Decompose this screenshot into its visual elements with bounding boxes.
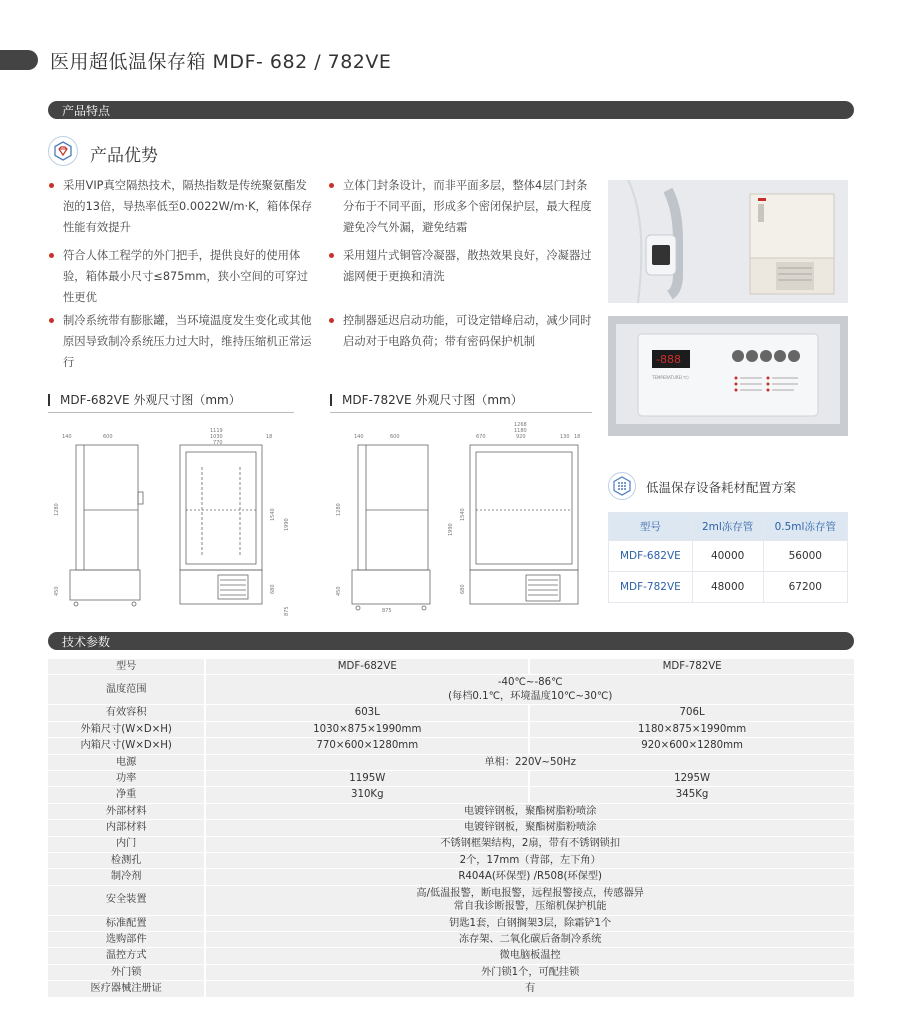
spec-row xyxy=(48,948,854,963)
spec-label: 功率 xyxy=(48,771,206,786)
dim-label: 1030 xyxy=(210,434,223,440)
spec-label: 检测孔 xyxy=(48,853,206,868)
spec-row xyxy=(48,804,854,819)
spec-row xyxy=(48,886,854,915)
table-cell: 67200 xyxy=(763,572,847,603)
dim-label: 1180 xyxy=(514,428,527,434)
dim-label: 1119 xyxy=(210,428,223,434)
spec-value: 603L xyxy=(206,705,530,720)
dim-title-682: MDF-682VE 外观尺寸图（mm） xyxy=(48,394,241,406)
feature-item xyxy=(343,245,593,287)
table-cell: 48000 xyxy=(692,572,763,603)
spec-value: 冻存架、二氧化碳后备制冷系统 xyxy=(206,932,854,947)
dim-label: 1990 xyxy=(284,518,290,531)
spec-row xyxy=(48,771,854,786)
spec-value: 外门锁1个，可配挂锁 xyxy=(206,965,854,980)
dim-label: 680 xyxy=(270,584,276,594)
spec-label: 温控方式 xyxy=(48,948,206,963)
spec-value: 单相：220V~50Hz xyxy=(206,755,854,770)
title-tab-decoration xyxy=(0,50,38,70)
feature-text: 采用翅片式铜管冷凝器，散热效果良好，冷凝器过滤网便于更换和清洗 xyxy=(343,249,592,283)
product-photo-handle xyxy=(608,180,848,303)
grid-icon xyxy=(608,472,636,500)
spec-value: 920×600×1280mm xyxy=(530,738,854,753)
spec-label: 有效容积 xyxy=(48,705,206,720)
svg-text:-888: -888 xyxy=(656,353,681,366)
feature-text: 控制器延迟启动功能，可设定错峰启动，减少同时启动对于电路负荷；带有密码保护机制 xyxy=(343,314,592,348)
spec-value: 770×600×1280mm xyxy=(206,738,530,753)
spec-label: 电源 xyxy=(48,755,206,770)
consumables-table xyxy=(608,512,848,603)
dim-label: 875 xyxy=(284,606,290,616)
spec-value: 1030×875×1990mm xyxy=(206,722,530,737)
dim-label: 1268 xyxy=(514,422,527,428)
spec-row xyxy=(48,755,854,770)
product-photo-controller xyxy=(608,316,848,436)
spec-row xyxy=(48,869,854,884)
spec-row xyxy=(48,853,854,868)
divider xyxy=(48,412,294,413)
spec-value: 1295W xyxy=(530,771,854,786)
spec-value: 微电脑板温控 xyxy=(206,948,854,963)
feature-text: 符合人体工程学的外门把手，提供良好的使用体验，箱体最小尺寸≤875mm，狭小空间的可穿过性更优 xyxy=(63,249,309,304)
spec-label: 外箱尺寸(W×D×H) xyxy=(48,722,206,737)
dim-label: 920 xyxy=(516,434,526,440)
dim-label: 450 xyxy=(54,586,60,596)
spec-value: 不锈钢框架结构，2扇，带有不锈钢锁扣 xyxy=(206,837,854,852)
spec-label: 内门 xyxy=(48,837,206,852)
dim-label: 450 xyxy=(336,586,342,596)
spec-value: MDF-782VE xyxy=(530,659,854,674)
spec-row xyxy=(48,820,854,835)
spec-row xyxy=(48,787,854,802)
controller-label: TEMPERATURE(℃) xyxy=(652,375,689,380)
dim-label: 600 xyxy=(390,434,400,440)
dim-label: 18 xyxy=(574,434,581,440)
spec-label: 外部材料 xyxy=(48,804,206,819)
spec-label: 内箱尺寸(W×D×H) xyxy=(48,738,206,753)
section-label: 产品特点 xyxy=(62,104,111,118)
spec-label: 型号 xyxy=(48,659,206,674)
spec-value: 电镀锌钢板，聚酯树脂粉喷涂 xyxy=(206,820,854,835)
spec-label: 内部材料 xyxy=(48,820,206,835)
spec-label: 选购部件 xyxy=(48,932,206,947)
spec-label: 医疗器械注册证 xyxy=(48,981,206,996)
feature-item xyxy=(63,310,313,373)
feature-item xyxy=(63,245,313,308)
spec-value: 有 xyxy=(206,981,854,996)
advantages-title: 产品优势 xyxy=(90,146,158,166)
dimension-drawing-682 xyxy=(48,422,298,622)
dim-label: 600 xyxy=(103,434,113,440)
spec-value: 345Kg xyxy=(530,787,854,802)
diamond-icon xyxy=(48,136,78,166)
spec-value: R404A(环保型) /R508(环保型) xyxy=(206,869,854,884)
spec-value: 高/低温报警，断电报警，远程报警接点，传感器异 常自我诊断报警，压缩机保护机能 xyxy=(206,886,854,915)
section-label: 技术参数 xyxy=(62,635,111,649)
table-row xyxy=(609,541,848,572)
spec-value: 1180×875×1990mm xyxy=(530,722,854,737)
dim-title-782: MDF-782VE 外观尺寸图（mm） xyxy=(330,394,523,406)
dim-label: 770 xyxy=(213,440,223,446)
spec-value: 2个，17mm（背部，左下角） xyxy=(206,853,854,868)
dimension-drawing-782 xyxy=(330,422,592,622)
spec-value: 310Kg xyxy=(206,787,530,802)
spec-label: 安全装置 xyxy=(48,886,206,915)
spec-value: 706L xyxy=(530,705,854,720)
spec-row xyxy=(48,916,854,931)
dim-label: 140 xyxy=(62,434,72,440)
page-title: 医用超低温保存箱 MDF- 682 / 782VE xyxy=(50,51,392,73)
spec-label: 外门锁 xyxy=(48,965,206,980)
feature-item xyxy=(63,175,313,238)
spec-label: 温度范围 xyxy=(48,675,206,704)
dim-label: 875 xyxy=(382,608,392,614)
dim-label: 130 xyxy=(560,434,570,440)
table-row xyxy=(609,572,848,603)
feature-item xyxy=(343,175,593,238)
dim-label: 1280 xyxy=(336,503,342,516)
spec-row xyxy=(48,981,854,996)
table-header-cell: 2ml冻存管 xyxy=(692,513,763,541)
table-header-row xyxy=(609,513,848,541)
feature-item xyxy=(343,310,593,352)
dim-label: 1280 xyxy=(54,503,60,516)
spec-value: 钥匙1套，白钢搁架3层，除霜铲1个 xyxy=(206,916,854,931)
section-bar-specs xyxy=(48,632,854,650)
spec-value: MDF-682VE xyxy=(206,659,530,674)
dim-label: 140 xyxy=(354,434,364,440)
spec-value: 1195W xyxy=(206,771,530,786)
dim-label: 1990 xyxy=(448,523,454,536)
dim-label: 670 xyxy=(476,434,486,440)
spec-row xyxy=(48,837,854,852)
spec-row xyxy=(48,932,854,947)
spec-label: 制冷剂 xyxy=(48,869,206,884)
table-cell: 56000 xyxy=(763,541,847,572)
spec-row xyxy=(48,675,854,704)
dim-label: 1540 xyxy=(270,508,276,521)
feature-text: 立体门封条设计，而非平面多层，整体4层门封条分布于不同平面，形成多个密闭保护层，最大程度避免冷气外漏，避免结霜 xyxy=(343,179,592,234)
spec-row xyxy=(48,659,854,674)
consumables-title: 低温保存设备耗材配置方案 xyxy=(646,480,797,495)
spec-row xyxy=(48,738,854,753)
spec-row xyxy=(48,705,854,720)
spec-label: 净重 xyxy=(48,787,206,802)
divider xyxy=(330,412,592,413)
feature-text: 制冷系统带有膨胀罐，当环境温度发生变化或其他原因导致制冷系统压力过大时，维持压缩机正常运行 xyxy=(63,314,312,369)
table-header-cell: 型号 xyxy=(609,513,693,541)
spec-label: 标准配置 xyxy=(48,916,206,931)
section-bar-features xyxy=(48,101,854,119)
dim-label: 680 xyxy=(460,584,466,594)
spec-value: -40℃~-86℃ (每档0.1℃，环境温度10℃~30℃) xyxy=(206,675,854,704)
spec-row xyxy=(48,722,854,737)
feature-text: 采用VIP真空隔热技术，隔热指数是传统聚氨酯发泡的13倍，导热率低至0.0022W/m·K，箱体保存性能有效提升 xyxy=(63,179,313,234)
spec-value: 电镀锌钢板，聚酯树脂粉喷涂 xyxy=(206,804,854,819)
spec-row xyxy=(48,965,854,980)
spec-table xyxy=(48,658,854,998)
dim-label: 18 xyxy=(266,434,273,440)
dim-label: 1540 xyxy=(460,508,466,521)
table-cell: 40000 xyxy=(692,541,763,572)
table-cell: MDF-782VE xyxy=(609,572,693,603)
table-header-cell: 0.5ml冻存管 xyxy=(763,513,847,541)
table-cell: MDF-682VE xyxy=(609,541,693,572)
